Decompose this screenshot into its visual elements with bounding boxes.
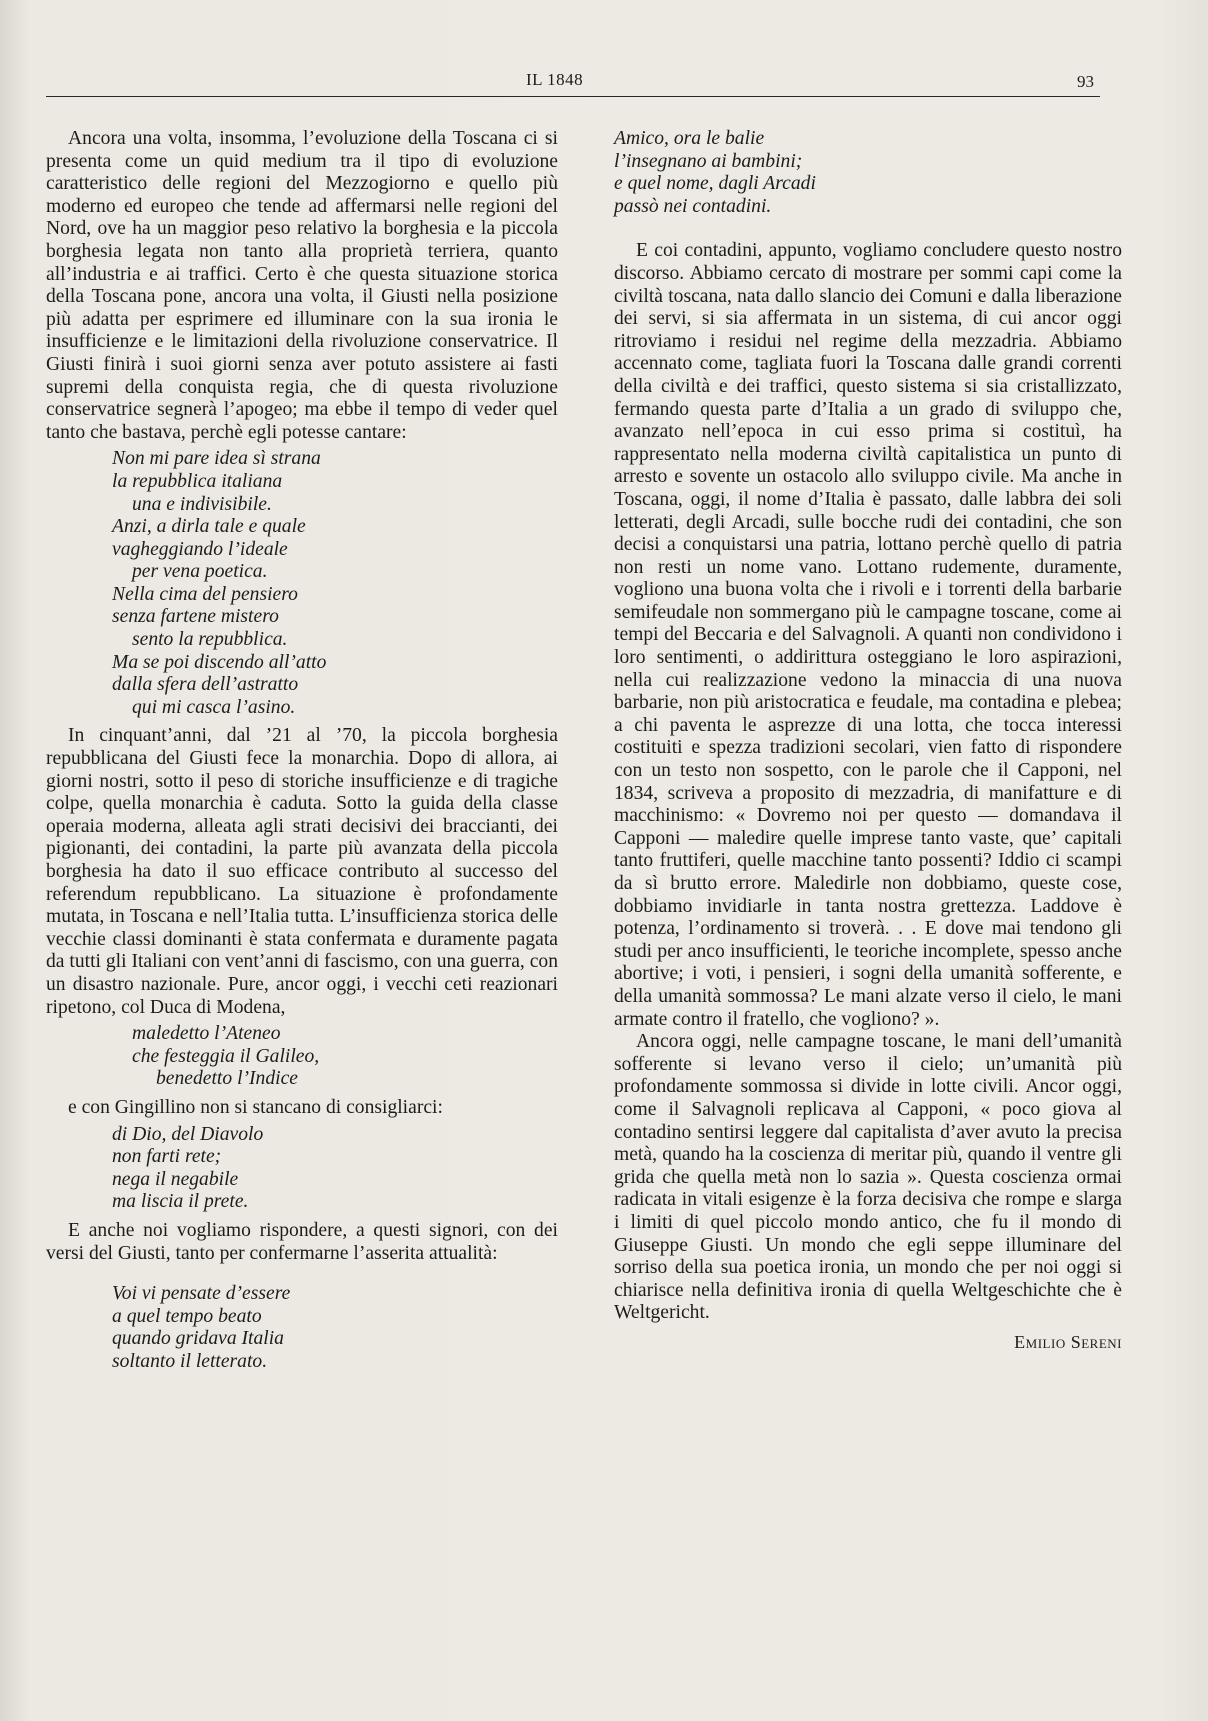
verse-block <box>614 128 1122 218</box>
verse-line: maledetto l’Ateneo <box>132 1023 281 1045</box>
verse-line: ma liscia il prete. <box>112 1191 249 1213</box>
verse-line: soltanto il letterato. <box>112 1350 268 1372</box>
page-number: 93 <box>1077 72 1094 91</box>
page-header <box>46 70 1100 97</box>
verse-line: Ma se poi discendo all’atto <box>112 651 327 673</box>
verse-line: la repubblica italiana <box>112 470 283 492</box>
verse-line: una e indivisibile. <box>132 493 272 515</box>
verse-line: Amico, ora le balie <box>614 128 765 149</box>
verse-line: di Dio, del Diavolo <box>112 1123 264 1145</box>
verse-line: per vena poetica. <box>132 561 268 583</box>
verse-line: benedetto l’Indice <box>156 1068 298 1090</box>
paragraph: Ancora oggi, nelle campagne toscane, le mani dell’umanità sofferente si levano verso il cielo; un’umanità più profondamente sommossa si divide in lotte civili. Ancor oggi, come il Salvagnoli replicava al Capponi, « poco giova al contadino sentirsi leggere dal capitalista d’aver avuto la precisa metà, quando ha la coscienza di meritar più, quando il ventre gli grida che quella metà non lo sazia ». Questa coscienza ormai radicata in vitali esigenze è la forza decisiva che rompe e slarga i limiti di quel piccolo mondo antico, che fu il mondo di Giuseppe Giusti. Un mondo che egli seppe illuminare del sorriso della sua poetica ironia, un mondo che per noi oggi si chiarisce nella definitiva ironia di quella Weltgeschichte che è Weltgericht. <box>614 1031 1122 1324</box>
right-column <box>614 128 1122 1353</box>
paragraph: E coi contadini, appunto, vogliamo concludere questo nostro discorso. Abbiamo cercato di mostrare per sommi capi come la civiltà toscana, nata dallo slancio dei Comuni e dalla liberazione dei servi, si sia affermata in un sistema, di cui ancor oggi ritroviamo i residui nel regime della mezzadria. Abbiamo accennato come, tagliata fuori la Toscana dalle grandi correnti della civiltà e dei traffici, questo sistema si sia cristallizzato, fermando questa parte d’Italia a un grado di sviluppo che, avanzato nell’epoca in cui esso prima si costituì, ha rappresentato nella moderna civiltà capitalistica un punto di arresto e sovente un ostacolo allo sviluppo civile. Ma anche in Toscana, oggi, il nome d’Italia è passato, dalle labbra dei soli letterati, degli Arcadi, sulle bocche rudi dei contadini, che son decisi a conquistarsi una patria, lottano perchè quello di patria non resti un nome vano. Lottano rudemente, duramente, vogliono una buona volta che i rivoli e i torrenti della barbarie semifeudale non sommergano più le campagne toscane, come ai tempi del Beccaria e del Salvagnoli. A quanti non condividono i loro sentimenti, o addirittura osteggiano le loro aspirazioni, nella cui realizzazione vedono la minaccia di una nuova barbarie, non più aristocratica e feudale, ma contadina e plebea; a chi paventa le asprezze di una lotta, che tocca interessi costituiti e spezza tradizioni secolari, vien fatto di rispondere con un testo non sospetto, con le parole che il Capponi, nel 1834, scriveva a proposito di mezzadria, di manifatture e di macchinismo: « Dovremo noi per questo — domandava il Capponi — maledire quelle imprese tanto vaste, que’ capitali tanto fruttiferi, quelle macchine tanto possenti? Iddio ci scampi da sì brutto errore. Maledirle non dobbiamo, queste cose, dobbiamo invidiarle in tanta nostra grettezza. Laddove è potenza, l’ordinamento si troverà. . . E dove mai tendono gli studi per anco insufficienti, le teoriche incomplete, spesso anche abortive; i voti, i pensieri, i sogni della umanità sofferente, e della umanità sommossa? Le mani alzate verso il cielo, le mani armate contro il fratello, che vogliono? ». <box>614 240 1122 1030</box>
verse-line: non farti rete; <box>112 1146 222 1168</box>
verse-line: a quel tempo beato <box>112 1305 262 1327</box>
author-signature: Emilio Sereni <box>1014 1331 1122 1352</box>
verse-block <box>46 1283 558 1373</box>
paragraph: Ancora una volta, insomma, l’evoluzione della Toscana ci si presenta come un quid medium tra il tipo di evoluzione caratteristico delle regioni del Mezzogiorno e quello più moderno ed europeo che tende ad affermarsi nelle regioni del Nord, ove ha un maggior peso relativo la borghesia e la piccola borghesia legata non tanto alla proprietà terriera, quanto all’industria e ai traffici. Certo è che questa situazione storica della Toscana pone, ancora una volta, il Giusti nella posizione più adatta per esprimere ed illuminare con la sua ironia le insufficienze e le limitazioni della rivoluzione conservatrice. Il Giusti finirà i suoi giorni senza aver potuto assistere ai fasti supremi della conquista regia, che di questa rivoluzione conservatrice segnerà l’apogeo; ma ebbe il tempo di veder quel tanto che bastava, perchè egli potesse cantare: <box>46 128 558 443</box>
verse-line: l’insegnano ai bambini; <box>614 150 803 172</box>
verse-line: che festeggia il Galileo, <box>132 1045 320 1067</box>
left-column <box>46 128 558 1379</box>
verse-block <box>46 1023 558 1091</box>
verse-line: nega il negabile <box>112 1168 239 1190</box>
running-head: IL 1848 <box>526 70 584 89</box>
verse-line: quando gridava Italia <box>112 1328 284 1350</box>
paragraph: E anche noi vogliamo rispondere, a questi signori, con dei versi del Giusti, tanto per confermarne l’asserita attualità: <box>46 1219 558 1264</box>
verse-line: senza fartene mistero <box>112 606 279 628</box>
verse-block <box>46 448 558 719</box>
verse-line: e quel nome, dagli Arcadi <box>614 173 816 195</box>
verse-line: passò nei contadini. <box>614 195 772 217</box>
spacer <box>614 224 1122 240</box>
verse-block <box>46 1124 558 1214</box>
verse-line: qui mi casca l’asino. <box>132 696 296 718</box>
paragraph: e con Gingillino non si stancano di consigliarci: <box>68 1096 443 1118</box>
verse-line: dalla sfera dell’astratto <box>112 674 299 696</box>
paragraph: In cinquant’anni, dal ’21 al ’70, la piccola borghesia repubblicana del Giusti fece la monarchia. Dopo di allora, ai giorni nostri, sotto il peso di storiche insufficienze e di tragiche colpe, quella monarchia è caduta. Sotto la guida della classe operaia moderna, alleata agli strati decisivi dei braccianti, dei pigionanti, dei contadini, la parte più avanzata della piccola borghesia ha dato il suo efficace contributo al successo del referendum repubblicano. La situazione è profondamente mutata, in Toscana e nell’Italia tutta. L’insufficienza storica delle vecchie classi dominanti è stata confermata e duramente pagata da tutti gli Italiani con vent’anni di fascismo, con una guerra, con un disastro nazionale. Pure, ancor oggi, i vecchi ceti reazionari ripetono, col Duca di Modena, <box>46 725 559 1018</box>
verse-line: Voi vi pensate d’essere <box>112 1283 291 1305</box>
verse-line: sento la repubblica. <box>132 629 288 651</box>
verse-line: Non mi pare idea sì strana <box>112 448 321 470</box>
verse-line: Nella cima del pensiero <box>112 583 298 605</box>
verse-line: Anzi, a dirla tale e quale <box>112 516 306 538</box>
verse-line: vagheggiando l’ideale <box>112 538 288 560</box>
